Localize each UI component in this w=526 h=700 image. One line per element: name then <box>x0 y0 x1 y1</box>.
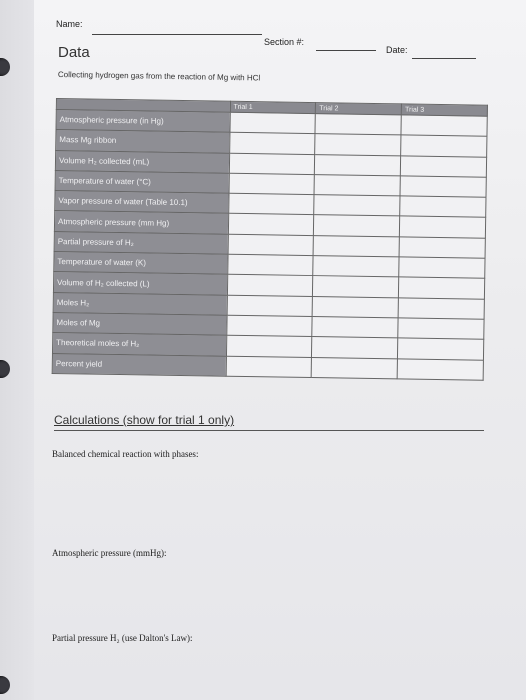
binder-hole <box>0 360 10 378</box>
worksheet-page <box>34 0 526 700</box>
data-cell[interactable] <box>315 154 401 176</box>
data-cell[interactable] <box>228 214 314 236</box>
name-line[interactable] <box>92 34 262 35</box>
data-cell[interactable] <box>313 296 399 318</box>
data-cell[interactable] <box>313 276 399 298</box>
row-label: Theoretical moles of H₂ <box>52 333 226 356</box>
data-cell[interactable] <box>230 112 316 134</box>
data-cell[interactable] <box>401 115 487 137</box>
data-cell[interactable] <box>399 257 485 279</box>
data-cell[interactable] <box>400 216 486 238</box>
row-label: Vapor pressure of water (Table 10.1) <box>55 191 229 214</box>
header-cell-trial-3: Trial 3 <box>401 104 487 116</box>
row-label: Moles H₂ <box>53 292 227 315</box>
row-label: Mass Mg ribbon <box>56 130 230 153</box>
data-cell[interactable] <box>227 254 313 276</box>
date-line[interactable] <box>412 58 476 59</box>
data-cell[interactable] <box>400 176 486 198</box>
page-background <box>0 0 34 700</box>
binder-hole <box>0 676 10 694</box>
data-cell[interactable] <box>398 298 484 320</box>
data-cell[interactable] <box>399 277 485 299</box>
section-label: Section #: <box>264 37 305 47</box>
data-cell[interactable] <box>226 356 312 378</box>
data-cell[interactable] <box>313 256 399 278</box>
name-label: Name: <box>56 19 83 29</box>
data-cell[interactable] <box>229 173 315 195</box>
data-cell[interactable] <box>398 318 484 340</box>
prompt-partial-pressure: Partial pressure H₂ (use Dalton's Law): <box>52 633 193 643</box>
data-cell[interactable] <box>229 153 315 175</box>
binder-hole <box>0 58 10 76</box>
row-label: Atmospheric pressure (in Hg) <box>56 110 230 133</box>
date-label: Date: <box>386 45 408 55</box>
data-heading: Data <box>58 44 90 61</box>
row-label: Moles of Mg <box>53 312 227 335</box>
data-cell[interactable] <box>227 275 313 297</box>
row-label: Volume H₂ collected (mL) <box>55 150 229 173</box>
data-cell[interactable] <box>314 195 400 217</box>
table-caption: Collecting hydrogen gas from the reaction of Mg with HCl <box>57 70 261 83</box>
data-cell[interactable] <box>228 193 314 215</box>
data-cell[interactable] <box>399 237 485 259</box>
section-line[interactable] <box>316 50 376 51</box>
data-cell[interactable] <box>312 317 398 339</box>
data-cell[interactable] <box>312 357 398 379</box>
data-cell[interactable] <box>312 337 398 359</box>
data-cell[interactable] <box>314 215 400 237</box>
prompt-balanced-reaction: Balanced chemical reaction with phases: <box>52 449 199 459</box>
data-cell[interactable] <box>401 135 487 157</box>
calculations-rule <box>54 430 484 431</box>
data-cell[interactable] <box>226 315 312 337</box>
prompt-atmospheric-pressure: Atmospheric pressure (mmHg): <box>52 548 167 558</box>
data-cell[interactable] <box>401 156 487 178</box>
data-cell[interactable] <box>315 114 401 136</box>
data-cell[interactable] <box>315 134 401 156</box>
calculations-heading: Calculations (show for trial 1 only) <box>54 413 235 427</box>
data-table <box>52 98 488 381</box>
header-cell-trial-2: Trial 2 <box>316 103 402 115</box>
data-cell[interactable] <box>398 338 484 360</box>
row-label: Partial pressure of H₂ <box>54 231 228 254</box>
data-cell[interactable] <box>313 235 399 257</box>
row-label: Temperature of water (K) <box>54 252 228 275</box>
row-label: Percent yield <box>52 353 226 376</box>
data-cell[interactable] <box>314 174 400 196</box>
data-cell[interactable] <box>229 133 315 155</box>
row-label: Temperature of water (°C) <box>55 170 229 193</box>
data-cell[interactable] <box>400 196 486 218</box>
row-label: Atmospheric pressure (mm Hg) <box>54 211 228 234</box>
data-cell[interactable] <box>227 295 313 317</box>
data-cell[interactable] <box>228 234 314 256</box>
header-cell-trial-1: Trial 1 <box>230 101 316 113</box>
data-cell[interactable] <box>397 358 483 380</box>
data-cell[interactable] <box>226 335 312 357</box>
row-label: Volume of H₂ collected (L) <box>53 272 227 295</box>
